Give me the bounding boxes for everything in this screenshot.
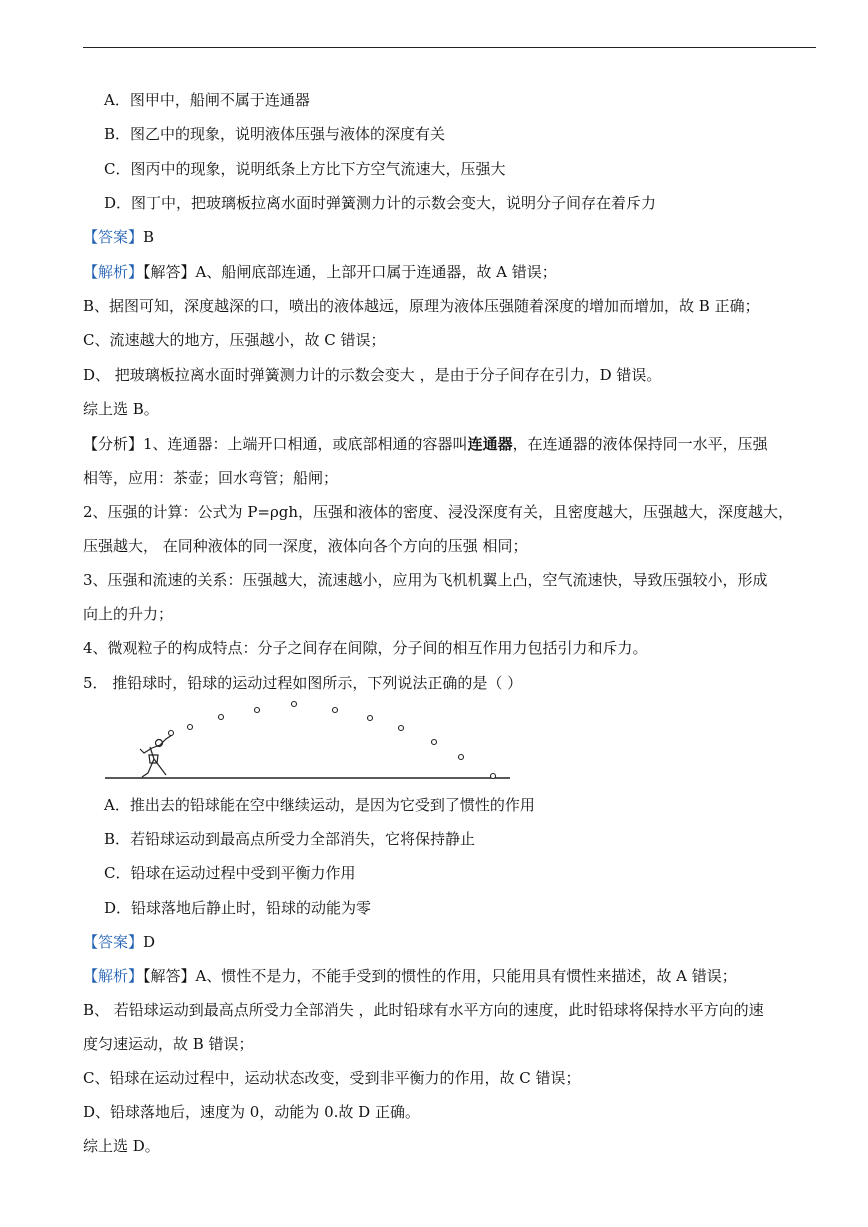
q5-conclusion: 综上选 D。	[83, 1137, 160, 1155]
q5-answer	[83, 932, 823, 952]
q5-analysis-head	[83, 966, 823, 986]
analysis-head-text: 【解答】A、船闸底部连通，上部开口属于连通器，故 A 错误；	[143, 263, 557, 281]
q4-option-a: A．图甲中，船闸不属于连通器	[104, 91, 310, 109]
q5-option-d: D．铅球落地后静止时，铅球的动能为零	[104, 899, 372, 917]
q5-stem: 5． 推铅球时，铅球的运动过程如图所示，下列说法正确的是（ ）	[83, 674, 523, 692]
q4-fenxi-1	[83, 434, 823, 454]
q4-option-b: B．图乙中的现象，说明液体压强与液体的深度有关	[104, 125, 446, 143]
fenxi-keyword: 连通器	[467, 435, 513, 453]
q4-answer	[83, 227, 823, 247]
q5-analysis-c: C、铅球在运动过程中，运动状态改变，受到非平衡力的作用，故 C 错误；	[83, 1069, 581, 1087]
q4-fenxi-3-cont: 向上的升力；	[83, 605, 174, 623]
q4-fenxi-4: 4、微观粒子的构成特点：分子之间存在间隙，分子间的相互作用力包括引力和斥力。	[83, 639, 648, 657]
q5-analysis-d: D、铅球落地后，速度为 0，动能为 0.故 D 正确。	[83, 1103, 420, 1121]
q4-conclusion: 综上选 B。	[83, 400, 159, 418]
answer-value: B	[143, 228, 155, 246]
q4-fenxi-1-cont: 相等，应用：茶壶；回水弯管；船闸；	[83, 469, 339, 487]
ball-trajectory	[169, 702, 496, 779]
q4-analysis-head	[83, 262, 823, 282]
q4-option-d: D．图丁中，把玻璃板拉离水面时弹簧测力计的示数会变大，说明分子间存在着斥力	[104, 194, 657, 212]
analysis-head-text: 【解答】A、惯性不是力，不能手受到的惯性的作用，只能用具有惯性来描述，故 A 错误；	[143, 967, 737, 985]
q5-analysis-b: B、 若铅球运动到最高点所受力全部消失 ，此时铅球有水平方向的速度，此时铅球将保持水平方向的速	[83, 1001, 764, 1019]
fenxi-1-rest: ，在连通器的液体保持同一水平，压强	[512, 435, 768, 453]
q4-analysis-c: C、流速越大的地方，压强越小，故 C 错误；	[83, 331, 386, 349]
analysis-tag: 【解析】	[83, 263, 144, 281]
answer-value: D	[143, 933, 156, 951]
shot-put-figure	[100, 697, 520, 787]
fenxi-tag: 【分析】	[83, 435, 144, 453]
q5-option-a: A．推出去的铅球能在空中继续运动，是因为它受到了惯性的作用	[104, 796, 535, 814]
answer-tag: 【答案】	[83, 228, 144, 246]
header-rule	[83, 47, 816, 48]
q4-fenxi-2: 2、压强的计算：公式为 P=ρgh，压强和液体的密度、浸没深度有关，且密度越大，压强越大，深度越大，	[83, 503, 794, 521]
q5-option-c: C．铅球在运动过程中受到平衡力作用	[104, 864, 356, 882]
q4-option-c: C．图丙中的现象，说明纸条上方比下方空气流速大，压强大	[104, 160, 506, 178]
q4-analysis-d: D、 把玻璃板拉离水面时弹簧测力计的示数会变大 ，是由于分子间存在引力，D 错误。	[83, 366, 662, 384]
q4-fenxi-2-cont: 压强越大， 在同种液体的同一深度，液体向各个方向的压强 相同；	[83, 537, 528, 555]
fenxi-1-text: 1、连通器：上端开口相通，或底部相通的容器叫	[143, 435, 468, 453]
q5-option-b: B．若铅球运动到最高点所受力全部消失，它将保持静止	[104, 830, 476, 848]
analysis-tag: 【解析】	[83, 967, 144, 985]
q4-analysis-b: B、据图可知，深度越深的口，喷出的液体越远，原理为液体压强随着深度的增加而增加，故 B 正确；	[83, 297, 760, 315]
q4-fenxi-3: 3、压强和流速的关系：压强越大，流速越小，应用为飞机机翼上凸，空气流速快，导致压强较小，形成	[83, 571, 768, 589]
q5-analysis-b-cont: 度匀速运动，故 B 错误；	[83, 1035, 254, 1053]
thrower-figure	[140, 735, 172, 777]
answer-tag: 【答案】	[83, 933, 144, 951]
